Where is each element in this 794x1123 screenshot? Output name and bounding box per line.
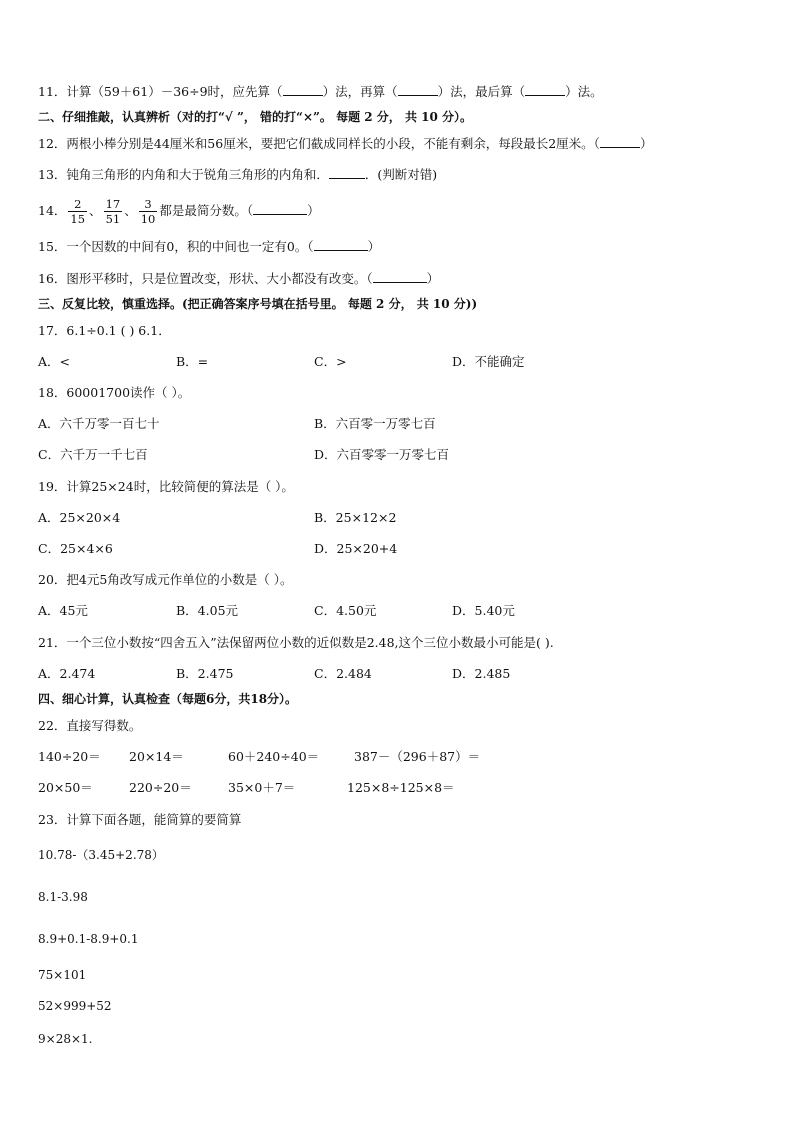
section-2-heading: 二、仔细推敲，认真辨析（对的打“√ ”， 错的打“×”。 每题 2 分， 共 10 分）。 <box>38 110 473 124</box>
option-c[interactable]: C．25×4×6 <box>38 541 113 556</box>
option-c[interactable]: C．> <box>314 354 347 369</box>
section-3-heading: 三、反复比较，慎重选择。(把正确答案序号填在括号里。 每题 2 分， 共 10 分)) <box>38 297 478 311</box>
answer-blank[interactable] <box>600 135 640 148</box>
question-23: 23．计算下面各题，能简算的要简算 <box>38 812 242 827</box>
calc-item: 8.9+0.1-8.9+0.1 <box>38 932 139 946</box>
question-13: 13．钝角三角形的内角和大于锐角三角形的内角和． ．(判断对错) <box>38 167 438 182</box>
option-b[interactable]: B．25×12×2 <box>314 510 397 525</box>
option-d[interactable]: D．六百零零一万零七百 <box>314 447 450 462</box>
calc-item: 387－（296＋87）＝ <box>354 749 481 764</box>
question-17: 17．6.1÷0.1 ( ) 6.1． <box>38 323 171 338</box>
option-a[interactable]: A．2.474 <box>38 666 96 681</box>
option-a[interactable]: A．25×20×4 <box>38 510 121 525</box>
answer-blank[interactable] <box>398 83 438 96</box>
question-15: 15．一个因数的中间有0，积的中间也一定有0。（ ） <box>38 239 381 254</box>
answer-blank[interactable] <box>283 83 323 96</box>
option-c[interactable]: C．4.50元 <box>314 603 377 618</box>
question-21: 21．一个三位小数按“四舍五入”法保留两位小数的近似数是2.48,这个三位小数最小可能是( ). <box>38 635 554 650</box>
calc-item: 75×101 <box>38 968 87 982</box>
option-d[interactable]: D．不能确定 <box>452 354 525 369</box>
option-c[interactable]: C．六千万一千七百 <box>38 447 148 462</box>
calc-item: 20×50＝ <box>38 780 93 795</box>
answer-blank[interactable] <box>253 202 307 215</box>
question-14: 14． $\frac{2}{15}$ 、 $\frac{17}{51}$ 、 $\frac{3}{10}$ 都是最简分数。（ ） <box>38 197 320 226</box>
calc-item: 220÷20＝ <box>129 780 192 795</box>
calc-item: 9×28×1. <box>38 1032 93 1046</box>
calc-item: 125×8÷125×8＝ <box>347 780 455 795</box>
option-a[interactable]: A．45元 <box>38 603 88 618</box>
question-11: 11．计算（59＋61）－36÷9时，应先算（ ）法，再算（ ）法，最后算（ ）法。 <box>38 84 603 99</box>
calc-item: 60＋240÷40＝ <box>228 749 320 764</box>
option-d[interactable]: D．2.485 <box>452 666 511 681</box>
option-c[interactable]: C．2.484 <box>314 666 372 681</box>
answer-blank[interactable] <box>314 238 368 251</box>
answer-blank[interactable] <box>373 270 427 283</box>
calc-item: 52×999+52 <box>38 999 112 1013</box>
answer-blank[interactable] <box>525 83 565 96</box>
question-16: 16．图形平移时，只是位置改变，形状、大小都没有改变。（ ） <box>38 271 440 286</box>
fraction: $\frac{17}{51}$ <box>105 197 121 226</box>
option-b[interactable]: B．2.475 <box>176 666 234 681</box>
question-12: 12．两根小棒分别是44厘米和56厘米，要把它们截成同样长的小段，不能有剩余，每段最长2厘米。（ ） <box>38 136 653 151</box>
calc-item: 8.1-3.98 <box>38 890 88 904</box>
calc-item: 140÷20＝ <box>38 749 101 764</box>
option-b[interactable]: B．= <box>176 354 209 369</box>
option-a[interactable]: A．< <box>38 354 71 369</box>
answer-blank[interactable] <box>329 166 365 179</box>
fraction: $\frac{3}{10}$ <box>140 197 156 226</box>
calc-item: 20×14＝ <box>129 749 184 764</box>
option-b[interactable]: B．4.05元 <box>176 603 239 618</box>
question-18: 18．60001700读作（ ）。 <box>38 385 191 400</box>
question-19: 19．计算25×24时，比较简便的算法是（ ）。 <box>38 479 294 494</box>
option-a[interactable]: A．六千万零一百七十 <box>38 416 160 431</box>
option-b[interactable]: B．六百零一万零七百 <box>314 416 436 431</box>
option-d[interactable]: D．25×20+4 <box>314 541 398 556</box>
calc-item: 10.78-（3.45+2.78） <box>38 848 164 862</box>
fraction: $\frac{2}{15}$ <box>70 197 86 226</box>
question-22: 22．直接写得数。 <box>38 718 142 733</box>
calc-item: 35×0＋7＝ <box>228 780 296 795</box>
section-4-heading: 四、细心计算，认真检查（每题6分，共18分）。 <box>38 692 298 706</box>
option-d[interactable]: D．5.40元 <box>452 603 515 618</box>
question-20: 20．把4元5角改写成元作单位的小数是（ ）。 <box>38 572 293 587</box>
